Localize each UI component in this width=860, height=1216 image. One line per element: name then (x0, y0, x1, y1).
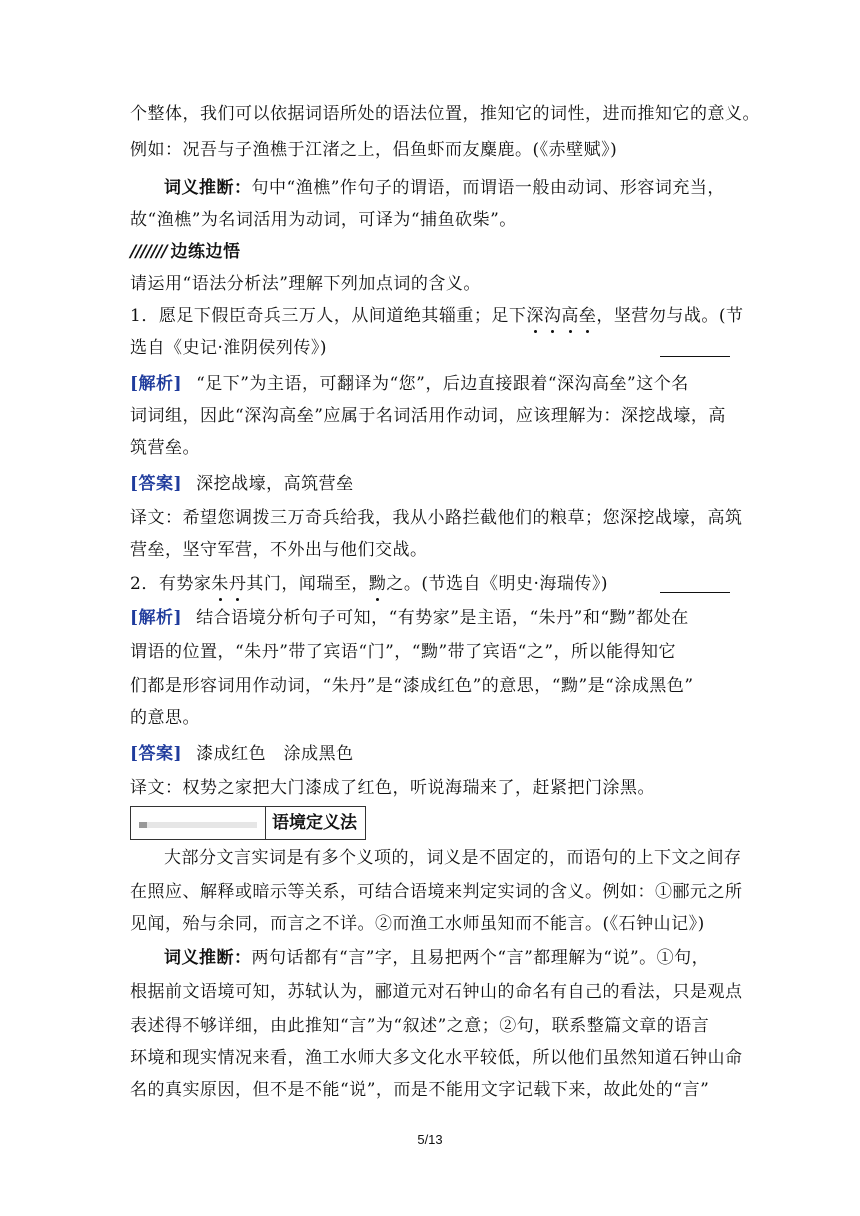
decoration-chip (139, 822, 147, 828)
q2-text: 2．有势家 (130, 574, 212, 594)
text-line: 名的真实原因，但不是不能“说”，而是不能用文字记载下来，故此处的“言” (130, 1080, 710, 1100)
analysis-text: 结合语境分析句子可知，“有势家”是主语，“朱丹”和“黝”都处在 (196, 608, 689, 628)
answer-label: [答案] (130, 744, 183, 764)
inference-label: 词义推断： (164, 178, 252, 198)
text-line (164, 946, 730, 970)
text-line: 筑营垒。 (130, 438, 200, 458)
dotted-char: 深 (526, 306, 544, 326)
q2-text: 其门，闻瑞至， (246, 574, 369, 594)
answer-1 (130, 472, 730, 496)
text-line: 谓语的位置，“朱丹”带了宾语“门”，“黝”带了宾语“之”，所以能得知它 (130, 642, 677, 662)
question-1 (130, 304, 744, 328)
inference-text: 两句话都有“言”字，且易把两个“言”都理解为“说”。①句， (251, 948, 710, 968)
text-line: 在照应、解释或暗示等关系，可结合语境来判定实词的含义。例如：①郦元之所 (130, 882, 743, 902)
text-line: 表述得不够详细，由此推知“言”为“叙述”之意；②句，联系整篇文章的语言 (130, 1016, 710, 1036)
instruction: 请运用“语法分析法”理解下列加点词的含义。 (130, 274, 481, 294)
text-line: 环境和现实情况来看，渔工水师大多文化水平较低，所以他们虽然知道石钟山命 (130, 1048, 743, 1068)
analysis-text: “足下”为主语，可翻译为“您”，后边直接跟着“深沟高垒”这个名 (196, 374, 689, 394)
text-line: 营垒，坚守军营，不外出与他们交战。 (130, 540, 428, 560)
answer-blank[interactable] (660, 356, 730, 357)
text-line: 们都是形容词用作动词，“朱丹”是“漆成红色”的意思，“黝”是“涂成黑色” (130, 676, 694, 696)
q1-text: 1．愿足下假臣奇兵三万人，从间道绝其辎重；足下 (130, 306, 527, 326)
question-1-source: 选自《史记·淮阴侯列传》) (130, 338, 328, 358)
translation-1: 译文：希望您调拨三万奇兵给我，我从小路拦截他们的粮草；您深挖战壕，高筑 (130, 508, 743, 528)
text-line: 故“渔樵”为名词活用为动词，可译为“捕鱼砍柴”。 (130, 210, 517, 230)
analysis-2 (130, 606, 730, 630)
dotted-char: 沟 (543, 306, 562, 326)
practice-heading (130, 240, 730, 264)
analysis-label: [解析] (130, 374, 183, 394)
answer-text: 深挖战壕，高筑营垒 (196, 474, 354, 494)
answer-text: 漆成红色 涂成黑色 (196, 744, 354, 764)
section-title: 语境定义法 (272, 813, 357, 833)
page-number: 5/13 (417, 1132, 443, 1147)
text-line (164, 176, 730, 200)
text-line: 例如：况吾与子渔樵于江渚之上，侣鱼虾而友麋鹿。(《赤壁赋》) (130, 140, 618, 160)
q2-text: 之。(节选自《明史·海瑞传》) (386, 574, 608, 594)
text-line: 根据前文语境可知，苏轼认为，郦道元对石钟山的命名有自己的看法，只是观点 (130, 982, 743, 1002)
analysis-label: [解析] (130, 608, 183, 628)
answer-label: [答案] (130, 474, 183, 494)
q1-text: ，坚营勿与战。(节 (596, 306, 744, 326)
inference-text: 句中“渔樵”作句子的谓语，而谓语一般由动词、形容词充当， (251, 178, 725, 198)
dotted-char: 黝 (368, 574, 387, 594)
section-header (130, 806, 366, 840)
analysis-1 (130, 372, 730, 396)
decoration-bar (139, 822, 257, 828)
slash-decoration: /////// (130, 242, 167, 262)
section-decoration (131, 807, 266, 839)
answer-2 (130, 742, 730, 766)
practice-title: 边练边悟 (170, 242, 241, 262)
translation-2: 译文：权势之家把大门漆成了红色，听说海瑞来了，赶紧把门涂黑。 (130, 778, 655, 798)
dotted-char: 垒 (578, 306, 597, 326)
dotted-char: 丹 (228, 574, 247, 594)
text-line: 词词组，因此“深沟高垒”应属于名词活用作动词，应该理解为：深挖战壕，高 (130, 406, 726, 426)
dotted-char: 朱 (211, 574, 229, 594)
text-line: 大部分文言实词是有多个义项的，词义是不固定的，而语句的上下文之间存 (164, 848, 742, 868)
inference-label: 词义推断： (164, 948, 252, 968)
text-line: 见闻，殆与余同，而言之不详。②而渔工水师虽知而不能言。(《石钟山记》) (130, 914, 705, 934)
question-2 (130, 572, 730, 596)
dotted-char: 高 (561, 306, 579, 326)
answer-blank[interactable] (660, 592, 730, 593)
text-line: 个整体，我们可以依据词语所处的语法位置，推知它的词性，进而推知它的意义。 (130, 104, 760, 124)
text-line: 的意思。 (130, 708, 200, 728)
